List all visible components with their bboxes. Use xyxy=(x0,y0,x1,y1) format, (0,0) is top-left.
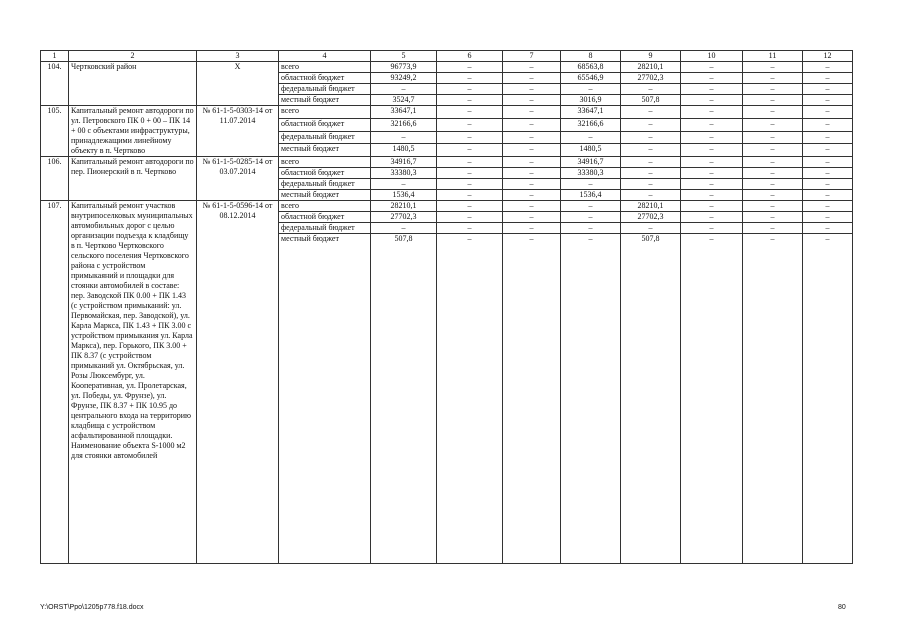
value-cell: – xyxy=(503,223,561,234)
value-cell: – xyxy=(743,190,803,201)
budget-type: федеральный бюджет xyxy=(279,223,371,234)
value-cell: – xyxy=(437,157,503,168)
value-cell: – xyxy=(503,212,561,223)
value-cell: – xyxy=(743,223,803,234)
value-cell: – xyxy=(561,179,621,190)
file-path: Y:\ORST\Ppo\1205p778.f18.docx xyxy=(40,604,144,611)
value-cell: – xyxy=(743,118,803,131)
value-cell: – xyxy=(503,168,561,179)
object-name: Чертковский район xyxy=(69,62,197,106)
value-cell: – xyxy=(743,62,803,73)
value-cell: – xyxy=(503,190,561,201)
value-cell: – xyxy=(503,84,561,95)
value-cell: 65546,9 xyxy=(561,73,621,84)
value-cell: – xyxy=(371,84,437,95)
value-cell: 1536,4 xyxy=(371,190,437,201)
value-cell: – xyxy=(437,234,503,564)
value-cell: – xyxy=(803,62,853,73)
value-cell: – xyxy=(803,201,853,212)
value-cell: – xyxy=(743,157,803,168)
value-cell: – xyxy=(621,118,681,131)
header-cell: 6 xyxy=(437,51,503,62)
value-cell: – xyxy=(561,212,621,223)
value-cell: – xyxy=(803,212,853,223)
value-cell: – xyxy=(621,106,681,119)
value-cell: – xyxy=(803,179,853,190)
table-row xyxy=(41,62,853,73)
value-cell: – xyxy=(681,168,743,179)
value-cell: – xyxy=(681,223,743,234)
value-cell: – xyxy=(621,223,681,234)
value-cell: 1480,5 xyxy=(371,144,437,157)
value-cell: 507,8 xyxy=(621,234,681,564)
header-cell: 1 xyxy=(41,51,69,62)
value-cell: – xyxy=(371,131,437,144)
object-name: Капитальный ремонт автодороги по ул. Петровского ПК 0 + 00 – ПК 14 + 00 с объектами инфраструктуры, принадлежащими линейному объекту в п. Чертково xyxy=(69,106,197,157)
value-cell: – xyxy=(743,95,803,106)
value-cell: 28210,1 xyxy=(621,201,681,212)
value-cell: – xyxy=(437,95,503,106)
value-cell: – xyxy=(743,84,803,95)
value-cell: – xyxy=(437,179,503,190)
value-cell: – xyxy=(561,201,621,212)
document-number: № 61-1-5-0596-14 от 08.12.2014 xyxy=(197,201,279,564)
value-cell: 32166,6 xyxy=(371,118,437,131)
budget-type: всего xyxy=(279,157,371,168)
budget-type: всего xyxy=(279,62,371,73)
value-cell: – xyxy=(743,168,803,179)
page-number: 80 xyxy=(838,604,846,611)
budget-type: федеральный бюджет xyxy=(279,84,371,95)
value-cell: – xyxy=(803,106,853,119)
value-cell: – xyxy=(371,179,437,190)
value-cell: – xyxy=(681,157,743,168)
header-cell: 10 xyxy=(681,51,743,62)
value-cell: – xyxy=(437,190,503,201)
value-cell: – xyxy=(743,144,803,157)
value-cell: – xyxy=(437,84,503,95)
value-cell: – xyxy=(503,201,561,212)
value-cell: – xyxy=(503,144,561,157)
value-cell: – xyxy=(621,131,681,144)
budget-type: всего xyxy=(279,201,371,212)
value-cell: – xyxy=(437,73,503,84)
value-cell: 27702,3 xyxy=(371,212,437,223)
value-cell: – xyxy=(681,73,743,84)
value-cell: – xyxy=(681,201,743,212)
value-cell: – xyxy=(437,223,503,234)
value-cell: – xyxy=(621,144,681,157)
value-cell: – xyxy=(503,95,561,106)
value-cell: 28210,1 xyxy=(621,62,681,73)
budget-type: местный бюджет xyxy=(279,234,371,564)
budget-type: областной бюджет xyxy=(279,118,371,131)
value-cell: – xyxy=(503,118,561,131)
value-cell: – xyxy=(621,84,681,95)
value-cell: – xyxy=(437,106,503,119)
value-cell: – xyxy=(743,73,803,84)
header-cell: 2 xyxy=(69,51,197,62)
value-cell: – xyxy=(503,179,561,190)
header-cell: 3 xyxy=(197,51,279,62)
value-cell: 1536,4 xyxy=(561,190,621,201)
value-cell: – xyxy=(681,131,743,144)
header-cell: 11 xyxy=(743,51,803,62)
row-number: 107. xyxy=(41,201,69,564)
value-cell: – xyxy=(743,234,803,564)
budget-type: федеральный бюджет xyxy=(279,131,371,144)
value-cell: – xyxy=(743,212,803,223)
budget-type: федеральный бюджет xyxy=(279,179,371,190)
budget-type: местный бюджет xyxy=(279,144,371,157)
value-cell: 3524,7 xyxy=(371,95,437,106)
value-cell: 27702,3 xyxy=(621,212,681,223)
value-cell: – xyxy=(803,234,853,564)
value-cell: 33647,1 xyxy=(371,106,437,119)
value-cell: – xyxy=(743,179,803,190)
header-cell: 5 xyxy=(371,51,437,62)
value-cell: – xyxy=(503,157,561,168)
budget-type: местный бюджет xyxy=(279,95,371,106)
value-cell: – xyxy=(803,73,853,84)
value-cell: – xyxy=(681,62,743,73)
budget-type: областной бюджет xyxy=(279,73,371,84)
value-cell: – xyxy=(803,84,853,95)
value-cell: 27702,3 xyxy=(621,73,681,84)
value-cell: – xyxy=(437,168,503,179)
value-cell: – xyxy=(561,234,621,564)
header-cell: 4 xyxy=(279,51,371,62)
value-cell: – xyxy=(743,201,803,212)
value-cell: – xyxy=(681,106,743,119)
value-cell: – xyxy=(743,106,803,119)
budget-type: местный бюджет xyxy=(279,190,371,201)
budget-type: всего xyxy=(279,106,371,119)
value-cell: 33647,1 xyxy=(561,106,621,119)
value-cell: 34916,7 xyxy=(561,157,621,168)
value-cell: – xyxy=(503,234,561,564)
value-cell: – xyxy=(437,62,503,73)
budget-type: областной бюджет xyxy=(279,212,371,223)
value-cell: – xyxy=(561,84,621,95)
value-cell: – xyxy=(803,168,853,179)
value-cell: 33380,3 xyxy=(371,168,437,179)
value-cell: – xyxy=(437,118,503,131)
value-cell: – xyxy=(503,131,561,144)
value-cell: – xyxy=(681,144,743,157)
object-name: Капитальный ремонт автодороги по пер. Пионерский в п. Чертково xyxy=(69,157,197,201)
table-row xyxy=(41,201,853,212)
value-cell: – xyxy=(561,131,621,144)
document-number: № 61-1-5-0303-14 от 11.07.2014 xyxy=(197,106,279,157)
value-cell: 507,8 xyxy=(371,234,437,564)
value-cell: 32166,6 xyxy=(561,118,621,131)
document-number: № 61-1-5-0285-14 от 03.07.2014 xyxy=(197,157,279,201)
value-cell: – xyxy=(621,179,681,190)
value-cell: 507,8 xyxy=(621,95,681,106)
value-cell: – xyxy=(681,179,743,190)
value-cell: 28210,1 xyxy=(371,201,437,212)
value-cell: – xyxy=(803,157,853,168)
value-cell: – xyxy=(743,131,803,144)
value-cell: – xyxy=(621,190,681,201)
value-cell: – xyxy=(803,144,853,157)
value-cell: – xyxy=(503,73,561,84)
value-cell: – xyxy=(561,223,621,234)
budget-type: областной бюджет xyxy=(279,168,371,179)
table-body xyxy=(41,62,853,564)
value-cell: 1480,5 xyxy=(561,144,621,157)
header-cell: 12 xyxy=(803,51,853,62)
value-cell: – xyxy=(803,118,853,131)
document-number: X xyxy=(197,62,279,106)
table-row xyxy=(41,157,853,168)
header-cell: 7 xyxy=(503,51,561,62)
value-cell: – xyxy=(803,131,853,144)
value-cell: – xyxy=(681,190,743,201)
value-cell: – xyxy=(621,168,681,179)
header-row xyxy=(41,51,853,62)
object-name: Капитальный ремонт участков внутрипоселковых муниципальных автомобильных дорог с целью организации подъезда к кладбищу в п. Чертково Чертковского сельского поселения Чертковского района с устройством примыкаяний и площадки для стоянки автомобилей в составе: пер. Заводской ПК 0.00 + ПК 1.43 (с устройством примыканий: ул. Первомайская, пер. Заводской), ул. Карла Маркса, ПК 1.43 + ПК 3.00 с устройством примыкания ул. Карла Маркса), пер. Горького, ПК 3.00 + ПК 8.37 (с устройством примыканий ул. Октябрьская, ул. Розы Люксембург, ул. Кооперативная, ул. Пролетарская, ул. Победы, ул. Фрунзе), ул. Фрунзе, ПК 8.37 + ПК 10.95 до центрального входа на территорию кладбища с устройством асфальтированной площадки. Наименование объекта S-1000 м2 для стоянки автомобилей xyxy=(69,201,197,564)
value-cell: – xyxy=(681,118,743,131)
value-cell: 33380,3 xyxy=(561,168,621,179)
value-cell: – xyxy=(681,234,743,564)
value-cell: 68563,8 xyxy=(561,62,621,73)
value-cell: – xyxy=(371,223,437,234)
value-cell: – xyxy=(437,212,503,223)
value-cell: – xyxy=(803,190,853,201)
value-cell: – xyxy=(503,106,561,119)
value-cell: – xyxy=(681,84,743,95)
value-cell: – xyxy=(621,157,681,168)
value-cell: – xyxy=(681,95,743,106)
value-cell: – xyxy=(681,212,743,223)
header-cell: 9 xyxy=(621,51,681,62)
value-cell: 93249,2 xyxy=(371,73,437,84)
value-cell: 96773,9 xyxy=(371,62,437,73)
row-number: 106. xyxy=(41,157,69,201)
budget-table xyxy=(40,50,853,564)
header-cell: 8 xyxy=(561,51,621,62)
value-cell: 34916,7 xyxy=(371,157,437,168)
value-cell: 3016,9 xyxy=(561,95,621,106)
table-row xyxy=(41,106,853,119)
row-number: 105. xyxy=(41,106,69,157)
value-cell: – xyxy=(437,131,503,144)
value-cell: – xyxy=(437,201,503,212)
value-cell: – xyxy=(437,144,503,157)
value-cell: – xyxy=(803,95,853,106)
value-cell: – xyxy=(503,62,561,73)
value-cell: – xyxy=(803,223,853,234)
row-number: 104. xyxy=(41,62,69,106)
